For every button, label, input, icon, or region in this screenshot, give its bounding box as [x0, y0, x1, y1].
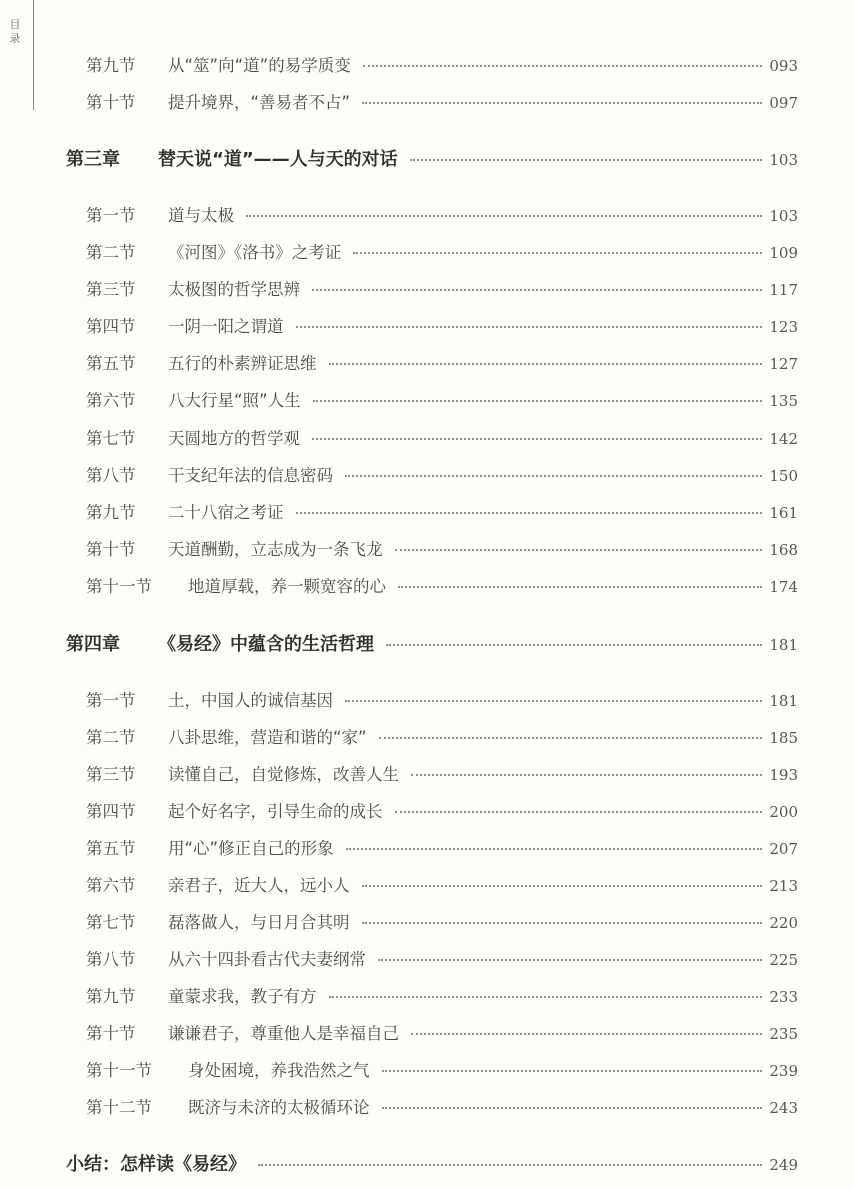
side-tab-label: 目录 — [9, 18, 21, 45]
chapter-number: 第四章 — [66, 634, 120, 655]
section-title: 土，中国人的诚信基因 — [168, 691, 333, 710]
dot-leader — [346, 848, 762, 850]
toc-entry[interactable] — [86, 276, 798, 300]
toc-entry[interactable] — [86, 573, 798, 597]
dot-leader — [329, 363, 763, 365]
toc-entry[interactable] — [86, 1094, 798, 1118]
dot-leader — [378, 959, 762, 961]
dot-leader — [395, 811, 763, 813]
dot-leader — [353, 252, 762, 254]
section-number: 第九节 — [86, 503, 136, 522]
section-title: 起个好名字，引导生命的成长 — [168, 802, 383, 821]
section-number: 第二节 — [86, 243, 136, 262]
toc-entry[interactable] — [86, 835, 798, 859]
section-number: 第七节 — [86, 913, 136, 932]
dot-leader — [296, 512, 763, 514]
section-title: 天圆地方的哲学观 — [168, 429, 300, 448]
page-number: 225 — [769, 951, 798, 969]
section-number: 第五节 — [86, 839, 136, 858]
section-title: 天道酬勤，立志成为一条飞龙 — [168, 540, 383, 559]
toc-entry[interactable] — [86, 946, 798, 970]
toc-entry[interactable] — [86, 798, 798, 822]
page-number: 127 — [769, 355, 798, 373]
section-number: 第八节 — [86, 466, 136, 485]
toc-entry[interactable] — [86, 687, 798, 711]
section-number: 第三节 — [86, 280, 136, 299]
section-title: 身处困境，养我浩然之气 — [188, 1061, 370, 1080]
dot-leader — [312, 438, 762, 440]
section-number: 第九节 — [86, 987, 136, 1006]
section-number: 第三节 — [86, 765, 136, 784]
dot-leader — [382, 1070, 763, 1072]
dot-leader — [411, 1033, 762, 1035]
page-number: 233 — [769, 988, 798, 1006]
toc-entry[interactable] — [86, 462, 798, 486]
section-number: 第四节 — [86, 802, 136, 821]
chapter-title: 替天说“道”——人与天的对话 — [158, 149, 398, 170]
page-number: 161 — [769, 504, 798, 522]
section-number: 第六节 — [86, 391, 136, 410]
page-number: 103 — [769, 207, 798, 225]
page-number: 117 — [769, 281, 798, 299]
page-number: 142 — [769, 430, 798, 448]
side-rule — [33, 0, 34, 110]
toc-entry[interactable] — [86, 872, 798, 896]
section-title: 从六十四卦看古代夫妻纲常 — [168, 950, 366, 969]
page-number: 243 — [769, 1099, 798, 1117]
section-title: 童蒙求我，教子有方 — [168, 987, 317, 1006]
page-number: 193 — [769, 766, 798, 784]
section-number: 第四节 — [86, 317, 136, 336]
section-title: 一阴一阳之谓道 — [168, 317, 284, 336]
section-number: 第二节 — [86, 728, 136, 747]
page-number: 181 — [769, 636, 798, 654]
dot-leader — [363, 65, 762, 67]
section-title: 道与太极 — [168, 206, 234, 225]
dot-leader — [395, 549, 763, 551]
page-number: 109 — [769, 244, 798, 262]
section-title: 干支纪年法的信息密码 — [168, 466, 333, 485]
page-number: 150 — [769, 467, 798, 485]
toc-entry[interactable] — [86, 313, 798, 337]
dot-leader — [345, 700, 762, 702]
section-number: 第七节 — [86, 429, 136, 448]
page-number: 093 — [769, 57, 798, 75]
page-number: 220 — [769, 914, 798, 932]
section-title: 八卦思维，营造和谐的“家” — [168, 728, 367, 747]
toc-entry[interactable] — [86, 425, 798, 449]
section-number: 第九节 — [86, 56, 136, 75]
section-number: 第十节 — [86, 93, 136, 112]
dot-leader — [362, 922, 763, 924]
toc-entry[interactable] — [86, 350, 798, 374]
section-title: 五行的朴素辨证思维 — [168, 354, 317, 373]
page-number: 181 — [769, 692, 798, 710]
toc-entry[interactable] — [86, 983, 798, 1007]
section-title: 从“筮”向“道”的易学质变 — [168, 56, 351, 75]
toc-entry[interactable] — [86, 536, 798, 560]
dot-leader — [382, 1107, 763, 1109]
section-number: 第十节 — [86, 1024, 136, 1043]
section-title: 提升境界，“善易者不占” — [168, 93, 351, 112]
dot-leader — [362, 885, 763, 887]
dot-leader — [329, 996, 763, 998]
toc-entry[interactable] — [86, 499, 798, 523]
dot-leader — [379, 737, 762, 739]
dot-leader — [386, 644, 762, 646]
section-number: 第八节 — [86, 950, 136, 969]
toc-summary-entry[interactable] — [66, 1150, 798, 1176]
section-number: 第十节 — [86, 540, 136, 559]
chapter-title: 《易经》中蕴含的生活哲理 — [158, 634, 374, 655]
section-number: 第十一节 — [86, 1061, 152, 1080]
dot-leader — [345, 475, 762, 477]
dot-leader — [411, 774, 762, 776]
page-number: 207 — [769, 840, 798, 858]
section-number: 第五节 — [86, 354, 136, 373]
section-title: 亲君子，近大人，远小人 — [168, 876, 350, 895]
toc-entry[interactable] — [86, 724, 798, 748]
dot-leader — [398, 586, 762, 588]
page-number: 249 — [769, 1156, 798, 1174]
dot-leader — [313, 400, 762, 402]
page-number: 168 — [769, 541, 798, 559]
section-title: 既济与未济的太极循环论 — [188, 1098, 370, 1117]
toc-entry[interactable] — [86, 239, 798, 263]
toc-entry[interactable] — [86, 761, 798, 785]
chapter-number: 第三章 — [66, 149, 120, 170]
toc-entry[interactable] — [86, 89, 798, 113]
section-title: 谦谦君子，尊重他人是幸福自己 — [168, 1024, 399, 1043]
section-number: 第十二节 — [86, 1098, 152, 1117]
toc-entry[interactable] — [86, 202, 798, 226]
toc-chapter-entry[interactable] — [66, 630, 798, 656]
section-title: 磊落做人，与日月合其明 — [168, 913, 350, 932]
page-number: 185 — [769, 729, 798, 747]
dot-leader — [246, 215, 762, 217]
page-number: 097 — [769, 94, 798, 112]
toc-entry[interactable] — [86, 52, 798, 76]
toc-entry[interactable] — [86, 1057, 798, 1081]
summary-label: 小结： — [66, 1154, 120, 1175]
summary-title: 怎样读《易经》 — [120, 1154, 246, 1175]
section-number: 第一节 — [86, 691, 136, 710]
section-title: 八大行星“照”人生 — [168, 391, 301, 410]
dot-leader — [258, 1164, 762, 1166]
toc-entry[interactable] — [86, 1020, 798, 1044]
section-title: 读懂自己，自觉修炼，改善人生 — [168, 765, 399, 784]
dot-leader — [312, 289, 762, 291]
dot-leader — [362, 102, 762, 104]
section-title: 《河图》《洛书》之考证 — [168, 243, 342, 262]
page-number: 235 — [769, 1025, 798, 1043]
section-title: 地道厚载，养一颗宽容的心 — [188, 577, 386, 596]
section-number: 第十一节 — [86, 577, 152, 596]
dot-leader — [296, 326, 763, 328]
page-number: 123 — [769, 318, 798, 336]
section-title: 太极图的哲学思辨 — [168, 280, 300, 299]
toc-chapter-entry[interactable] — [66, 145, 798, 171]
section-title: 二十八宿之考证 — [168, 503, 284, 522]
page-number: 174 — [769, 578, 798, 596]
section-number: 第一节 — [86, 206, 136, 225]
toc-entry[interactable] — [86, 387, 798, 411]
page-number: 213 — [769, 877, 798, 895]
section-title: 用“心”修正自己的形象 — [168, 839, 334, 858]
page-number: 239 — [769, 1062, 798, 1080]
page-number: 135 — [769, 392, 798, 410]
page-number: 103 — [769, 151, 798, 169]
section-number: 第六节 — [86, 876, 136, 895]
page-number: 200 — [769, 803, 798, 821]
toc-entry[interactable] — [86, 909, 798, 933]
dot-leader — [410, 159, 762, 161]
